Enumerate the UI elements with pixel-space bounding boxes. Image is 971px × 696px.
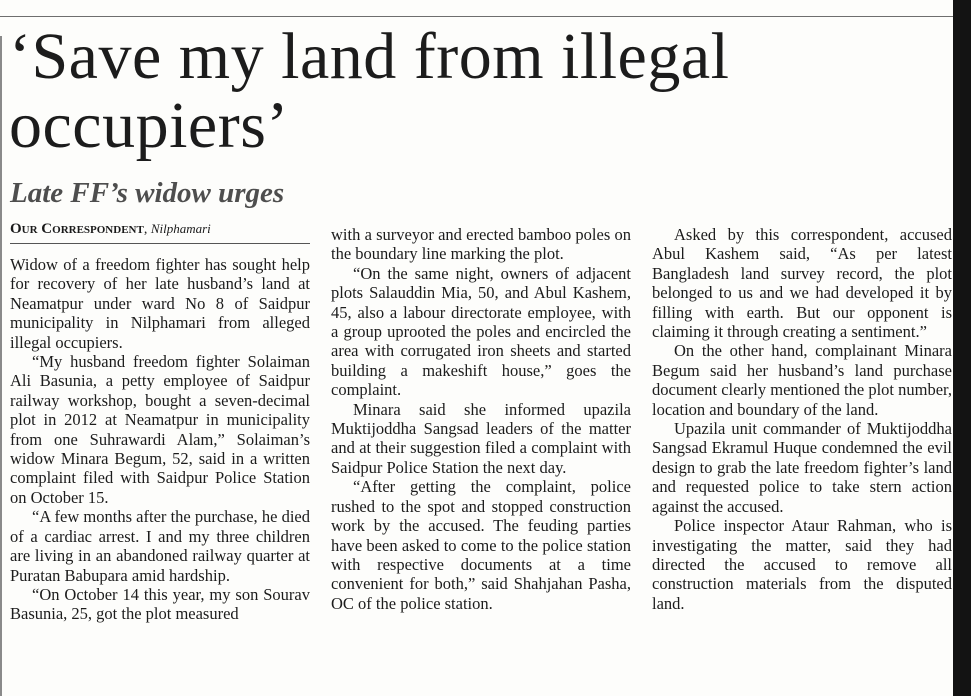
paragraph: “On the same night, owners of adjacent plots Salauddin Mia, 50, and Abul Kashem, 45, also a labour directorate employee, with a group uprooted the poles and encircled the area with corrugated iron sheets and started building a makeshift house,” goes the complaint. — [331, 263, 631, 400]
headline — [9, 22, 949, 160]
headline-line-2: occupiers’ — [9, 89, 289, 162]
article-column-1 — [10, 255, 310, 624]
paragraph: “After getting the complaint, police rushed to the spot and stopped construction work by the accused. The feuding parties have been asked to come to the police station with respective documents at a time convenient for both,” said Shahjahan Pasha, OC of the police station. — [331, 477, 631, 613]
paragraph: Upazila unit commander of Muktijoddha Sangsad Ekramul Huque condemned the evil design to grab the late freedom fighter’s land and requested police to take stern action against the accused. — [652, 419, 952, 516]
right-edge-bar — [953, 0, 971, 696]
byline-location: Nilphamari — [150, 221, 211, 236]
article-column-3 — [652, 225, 952, 613]
byline-rule — [10, 243, 310, 244]
paragraph: Police inspector Ataur Rahman, who is investigating the matter, said they had directed the accused to remove all construction materials from the disputed land. — [652, 516, 952, 613]
paragraph: “On October 14 this year, my son Sourav Basunia, 25, got the plot measured — [10, 584, 310, 624]
byline — [10, 220, 310, 239]
top-rule — [0, 16, 955, 17]
paragraph: “A few months after the purchase, he died of a cardiac arrest. I and my three children are living in an abandoned railway quarter at Puratan Babupara amid hardship. — [10, 507, 310, 585]
byline-separator: , — [143, 222, 151, 237]
paragraph: Minara said she informed upazila Muktijoddha Sangsad leaders of the matter and at their suggestion filed a complaint with Saidpur Police Station the next day. — [331, 399, 631, 477]
byline-author: Our Correspondent — [10, 221, 144, 237]
paragraph: On the other hand, complainant Minara Begum said her husband’s land purchase document clearly mentioned the plot number, location and boundary of the land. — [652, 341, 952, 419]
paragraph: Widow of a freedom fighter has sought help for recovery of her late husband’s land at Neamatpur under ward No 8 of Saidpur municipality in Nilphamari from alleged illegal occupiers. — [10, 255, 310, 352]
article-column-2 — [331, 225, 631, 613]
paragraph: Asked by this correspondent, accused Abul Kashem said, “As per latest Bangladesh land survey record, the plot belonged to us and we had developed it by filling with earth. But our opponent is claiming it through creating a sentiment.” — [652, 225, 952, 342]
paragraph: with a surveyor and erected bamboo poles on the boundary line marking the plot. — [331, 225, 631, 264]
subheadline: Late FF’s widow urges — [10, 177, 285, 209]
paragraph: “My husband freedom fighter Solaiman Ali Basunia, a petty employee of Saidpur railway workshop, bought a seven-decimal plot in 2012 at Neamatpur in municipality from one Suhrawardi Alam,” Solaiman’s widow Minara Begum, 52, said in a written complaint filed with Saidpur Police Station on October 15. — [10, 352, 310, 507]
headline-line-1: ‘Save my land from illegal — [9, 20, 730, 93]
left-rule — [0, 36, 2, 696]
